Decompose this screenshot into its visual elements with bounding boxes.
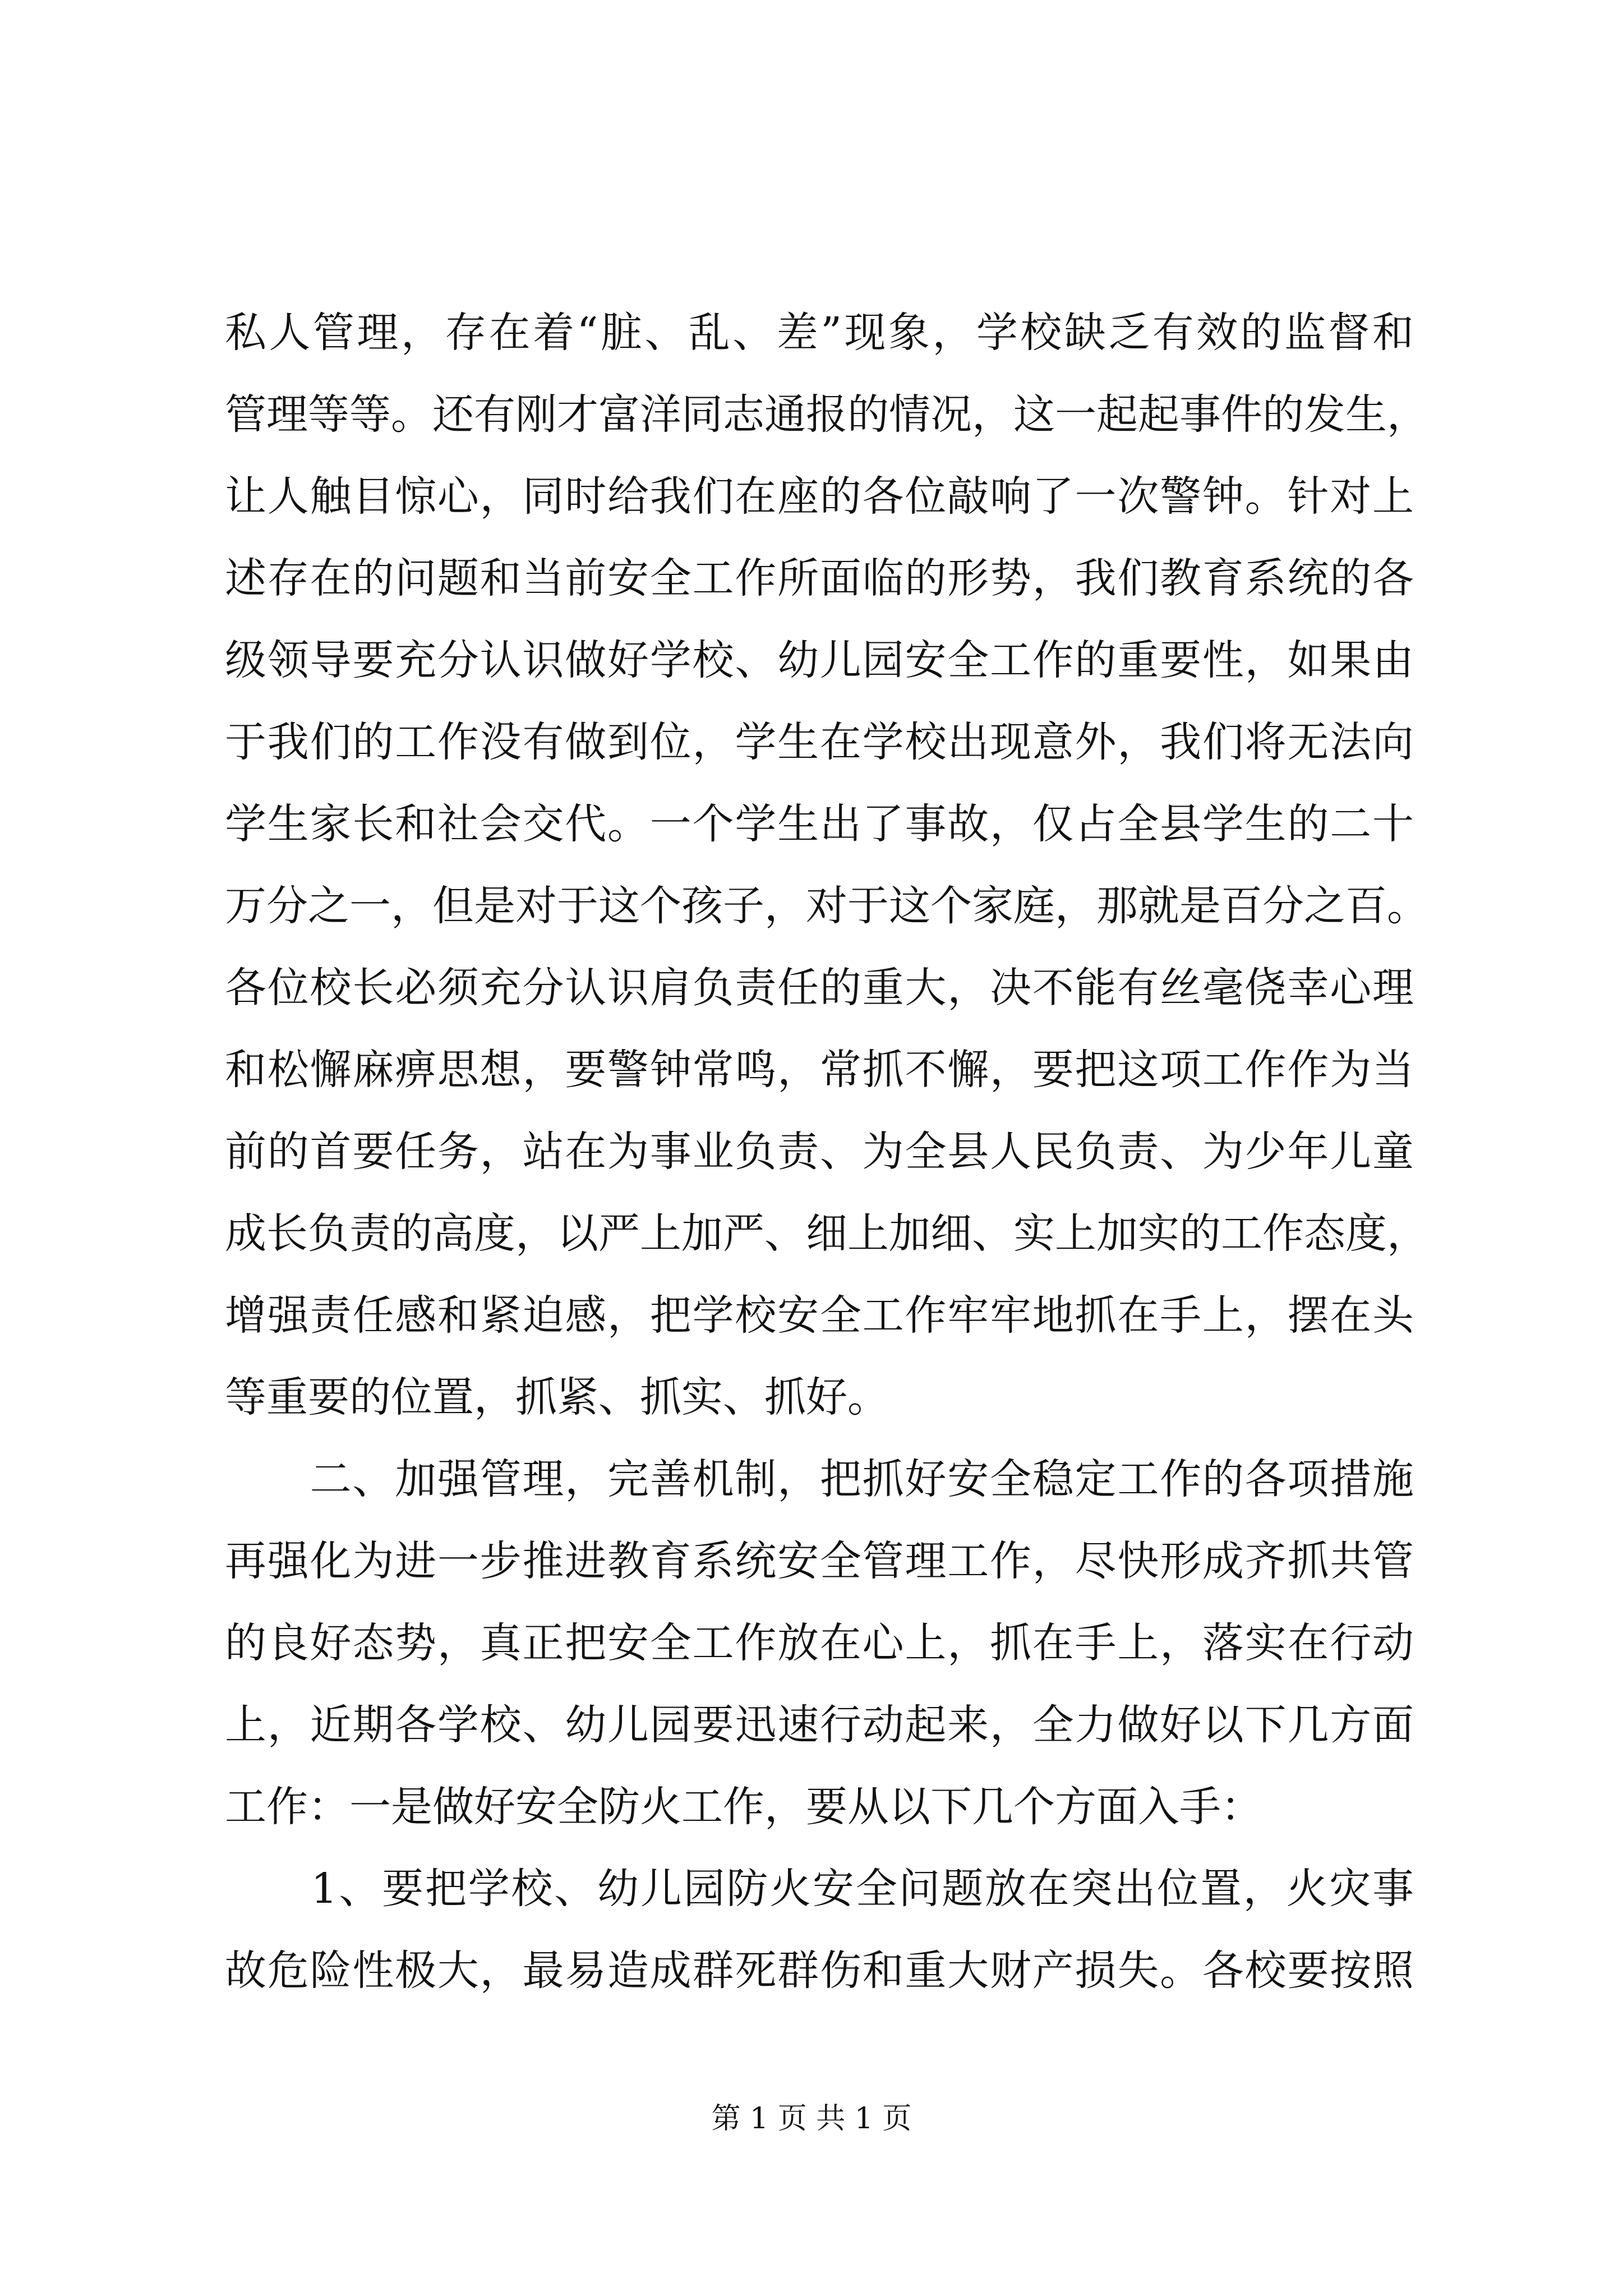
page-number-footer: 第 1 页 共 1 页 <box>711 2102 912 2136</box>
text-line: 让人触目惊心，同时给我们在座的各位敲响了一次警钟。针对上 <box>225 472 1414 521</box>
text-line: 的良好态势，真正把安全工作放在心上，抓在手上，落实在行动 <box>225 1619 1414 1667</box>
text-line: 前的首要任务，站在为事业负责、为全县人民负责、为少年儿童 <box>225 1128 1414 1176</box>
text-line: 私人管理，存在着“脏、乱、差”现象，学校缺乏有效的监督和 <box>225 309 1414 357</box>
text-line: 二、加强管理，完善机制，把抓好安全稳定工作的各项措施 <box>225 1455 1414 1503</box>
text-line: 于我们的工作没有做到位，学生在学校出现意外，我们将无法向 <box>225 718 1414 766</box>
text-line: 万分之一，但是对于这个孩子，对于这个家庭，那就是百分之百。 <box>225 882 1428 930</box>
text-line: 等重要的位置，抓紧、抓实、抓好。 <box>225 1373 889 1421</box>
text-line: 和松懈麻痹思想，要警钟常鸣，常抓不懈，要把这项工作作为当 <box>225 1046 1414 1094</box>
text-line: 故危险性极大，最易造成群死群伤和重大财产损失。各校要按照 <box>225 1947 1414 1995</box>
text-line: 学生家长和社会交代。一个学生出了事故，仅占全县学生的二十 <box>225 800 1414 848</box>
body-text <box>225 292 1428 2012</box>
text-line: 述存在的问题和当前安全工作所面临的形势，我们教育系统的各 <box>225 554 1414 602</box>
text-line: 各位校长必须充分认识肩负责任的重大，决不能有丝毫侥幸心理 <box>225 964 1414 1012</box>
text-line: 管理等等。还有刚才富洋同志通报的情况，这一起起事件的发生， <box>225 390 1428 439</box>
text-line: 工作：一是做好安全防火工作，要从以下几个方面入手： <box>225 1783 1262 1831</box>
text-line: 上，近期各学校、幼儿园要迅速行动起来，全力做好以下几方面 <box>225 1701 1414 1749</box>
text-line: 成长负责的高度，以严上加严、细上加细、实上加实的工作态度， <box>225 1209 1428 1258</box>
text-line: 增强责任感和紧迫感，把学校安全工作牢牢地抓在手上，摆在头 <box>225 1291 1414 1340</box>
text-line: 1、要把学校、幼儿园防火安全问题放在突出位置，火灾事 <box>225 1865 1414 1913</box>
text-line: 再强化为进一步推进教育系统安全管理工作，尽快形成齐抓共管 <box>225 1537 1414 1585</box>
text-line: 级领导要充分认识做好学校、幼儿园安全工作的重要性，如果由 <box>225 636 1414 684</box>
